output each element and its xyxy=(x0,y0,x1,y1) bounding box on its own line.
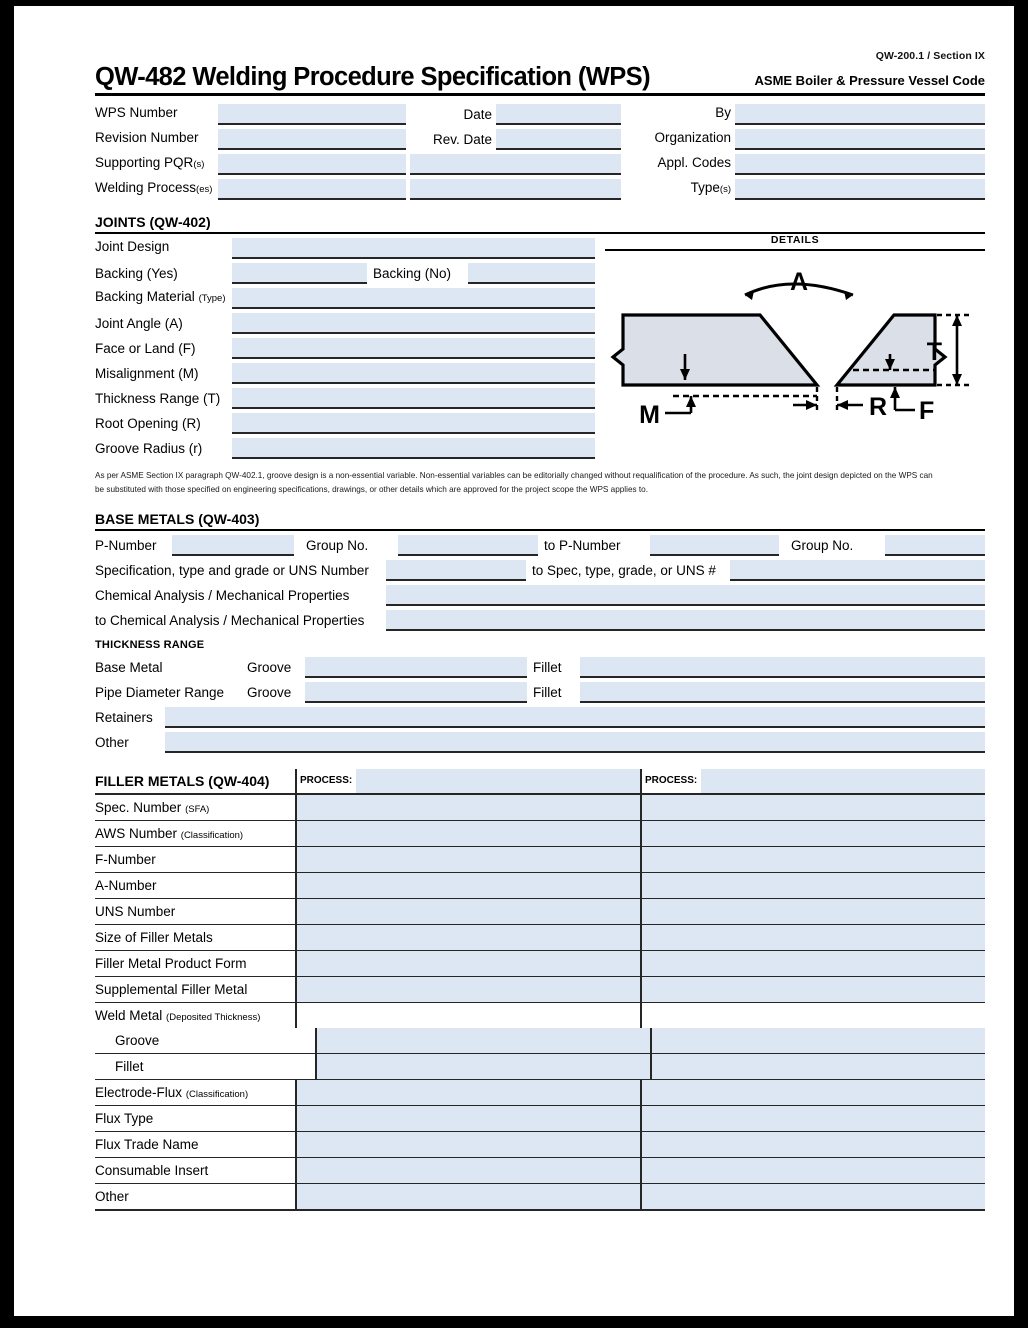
label-base-metal: Base Metal xyxy=(95,660,163,676)
filler-metals-header-row xyxy=(95,769,985,793)
form-row-to-chemical-analysis xyxy=(95,606,985,631)
label-flux-type: Flux Type xyxy=(95,1111,154,1127)
input-electrode-flux-1[interactable] xyxy=(295,1080,640,1105)
label-process-1: PROCESS: xyxy=(297,769,356,793)
input-aws-number-1[interactable] xyxy=(295,821,640,846)
label-electrode-flux: Electrode-Flux (Classification) xyxy=(95,1085,249,1101)
filler-metals-table xyxy=(95,793,985,1211)
input-group-no-2[interactable] xyxy=(885,535,985,556)
label-type: Type(s) xyxy=(690,179,731,195)
input-to-specification[interactable] xyxy=(730,560,985,581)
label-backing-yes: Backing (Yes) xyxy=(95,265,178,281)
input-misalignment[interactable] xyxy=(232,363,595,384)
form-row-base-metal-thickness xyxy=(95,653,985,678)
form-row-root-opening xyxy=(95,409,595,434)
label-diagram-misalignment: M xyxy=(639,400,660,429)
label-diagram-angle: A xyxy=(789,267,809,296)
label-weld-metal-groove: Groove xyxy=(115,1033,160,1049)
joints-fields xyxy=(95,234,595,459)
input-groove-radius[interactable] xyxy=(232,438,595,459)
table-row xyxy=(95,1158,985,1184)
label-rev-date: Rev. Date xyxy=(432,131,492,147)
input-flux-trade-name-1[interactable] xyxy=(295,1132,640,1157)
input-retainers[interactable] xyxy=(165,707,985,728)
input-uns-number-2[interactable] xyxy=(640,899,985,924)
input-date[interactable] xyxy=(496,104,621,125)
input-supporting-pqr-cont[interactable] xyxy=(410,154,621,175)
joints-note-line-2: be substituted with those specified on engineering specifications, drawings, or other details which are approved for the project scope the WPS applies to. xyxy=(95,485,648,495)
joint-details-panel xyxy=(595,234,985,459)
input-revision-number[interactable] xyxy=(218,129,406,150)
header-divider xyxy=(95,93,985,96)
label-groove-radius: Groove Radius (r) xyxy=(95,440,203,456)
input-flux-type-1[interactable] xyxy=(295,1106,640,1131)
input-process-2[interactable] xyxy=(701,769,985,793)
label-root-opening: Root Opening (R) xyxy=(95,415,201,431)
input-spec-number-1[interactable] xyxy=(295,795,640,820)
document-header xyxy=(95,64,985,93)
label-to-p-number: to P-Number xyxy=(544,538,621,554)
label-pipe-fillet: Fillet xyxy=(533,685,562,701)
subheading-thickness-range: THICKNESS RANGE xyxy=(95,639,205,652)
label-a-number: A-Number xyxy=(95,878,157,894)
input-weld-metal-fillet-2[interactable] xyxy=(650,1054,985,1079)
input-welding-process-cont[interactable] xyxy=(410,179,621,200)
input-joint-design[interactable] xyxy=(232,238,595,259)
section-heading-base-metals: BASE METALS (QW-403) xyxy=(95,511,260,528)
label-uns-number: UNS Number xyxy=(95,904,176,920)
input-supporting-pqr[interactable] xyxy=(218,154,406,175)
label-misalignment: Misalignment (M) xyxy=(95,365,199,381)
form-row-backing-material xyxy=(95,284,595,309)
input-consumable-insert-2[interactable] xyxy=(640,1158,985,1183)
input-thickness-range[interactable] xyxy=(232,388,595,409)
label-organization: Organization xyxy=(654,129,731,145)
label-flux-trade-name: Flux Trade Name xyxy=(95,1137,199,1153)
table-row xyxy=(95,1132,985,1158)
label-joint-angle: Joint Angle (A) xyxy=(95,315,183,331)
input-process-1[interactable] xyxy=(356,769,640,793)
base-metals-section xyxy=(95,531,985,753)
document-page xyxy=(14,6,1014,1316)
label-retainers: Retainers xyxy=(95,710,153,726)
label-diagram-thickness: T xyxy=(926,337,942,366)
label-weld-metal: Weld Metal (Deposited Thickness) xyxy=(95,1008,261,1024)
section-heading-filler-metals: FILLER METALS (QW-404) xyxy=(95,773,270,790)
input-other-base-metal[interactable] xyxy=(165,732,985,753)
input-supplemental-filler-metal-1[interactable] xyxy=(295,977,640,1002)
input-weld-metal-groove-1[interactable] xyxy=(315,1028,650,1053)
label-backing-material: Backing Material (Type) xyxy=(95,288,226,304)
form-row-supporting-pqr xyxy=(95,150,985,175)
filler-metals-section xyxy=(95,769,985,1211)
label-revision-number: Revision Number xyxy=(95,129,199,145)
label-welding-process: Welding Process(es) xyxy=(95,179,213,195)
input-electrode-flux-2[interactable] xyxy=(640,1080,985,1105)
form-row-joint-design xyxy=(95,234,595,259)
input-wps-number[interactable] xyxy=(218,104,406,125)
table-row xyxy=(95,1184,985,1209)
t-arrow-up xyxy=(952,315,962,326)
label-p-number: P-Number xyxy=(95,538,157,554)
table-row xyxy=(95,1028,985,1054)
input-root-opening[interactable] xyxy=(232,413,595,434)
input-pipe-fillet[interactable] xyxy=(580,682,985,703)
label-diagram-face: F xyxy=(919,396,935,425)
label-wps-number: WPS Number xyxy=(95,104,178,120)
form-row-backing xyxy=(95,259,595,284)
label-supplemental-filler-metal: Supplemental Filler Metal xyxy=(95,982,248,998)
label-process-2: PROCESS: xyxy=(642,769,701,793)
input-uns-number-1[interactable] xyxy=(295,899,640,924)
input-p-number[interactable] xyxy=(172,535,294,556)
label-face-or-land: Face or Land (F) xyxy=(95,340,196,356)
table-row xyxy=(95,873,985,899)
section-heading-joints: JOINTS (QW-402) xyxy=(95,213,211,230)
process-column-1 xyxy=(295,769,640,793)
input-filler-metal-product-form-1[interactable] xyxy=(295,951,640,976)
input-pipe-groove[interactable] xyxy=(305,682,527,703)
joints-note-line-1: As per ASME Section IX paragraph QW-402.1, groove design is a non-essential variable. Non-essential variables can be editorially changed without requalification of the procedure. As such, the joint design depicted on the WPS can xyxy=(95,470,933,480)
input-a-number-2[interactable] xyxy=(640,873,985,898)
process-column-2 xyxy=(640,769,985,793)
label-f-number: F-Number xyxy=(95,852,156,868)
details-caption: DETAILS xyxy=(770,233,820,246)
form-row-p-number xyxy=(95,531,985,556)
input-weld-metal-groove-2[interactable] xyxy=(650,1028,985,1053)
input-aws-number-2[interactable] xyxy=(640,821,985,846)
input-f-number-2[interactable] xyxy=(640,847,985,872)
label-diagram-root-opening: R xyxy=(869,392,888,421)
input-weld-metal-fillet-1[interactable] xyxy=(315,1054,650,1079)
form-row-chemical-analysis xyxy=(95,581,985,606)
f-arrow-head xyxy=(890,387,900,398)
label-pipe-groove: Groove xyxy=(247,685,292,701)
input-type[interactable] xyxy=(735,179,985,200)
input-backing-material[interactable] xyxy=(232,288,595,309)
table-row xyxy=(95,951,985,977)
m-arrow-head xyxy=(686,396,696,407)
joints-note xyxy=(95,469,985,498)
input-backing-yes[interactable] xyxy=(232,263,367,284)
input-backing-no[interactable] xyxy=(468,263,595,284)
input-f-number-1[interactable] xyxy=(295,847,640,872)
input-base-metal-groove[interactable] xyxy=(305,657,527,678)
joints-section xyxy=(95,234,985,459)
input-weld-metal-2 xyxy=(640,1003,985,1028)
label-specification: Specification, type and grade or UNS Number xyxy=(95,563,369,579)
table-row xyxy=(95,795,985,821)
details-divider xyxy=(605,249,985,251)
input-by[interactable] xyxy=(735,104,985,125)
table-row xyxy=(95,1106,985,1132)
left-plate-shape xyxy=(613,315,817,385)
r-arrow-right xyxy=(837,400,848,410)
label-base-metal-groove: Groove xyxy=(247,660,292,676)
input-supplemental-filler-metal-2[interactable] xyxy=(640,977,985,1002)
table-row xyxy=(95,847,985,873)
form-row-pipe-diameter-range xyxy=(95,678,985,703)
label-filler-metal-product-form: Filler Metal Product Form xyxy=(95,956,247,972)
weld-joint-svg xyxy=(605,265,975,435)
label-group-no: Group No. xyxy=(306,538,369,554)
label-supporting-pqr: Supporting PQR(s) xyxy=(95,154,205,170)
label-to-chemical-analysis: to Chemical Analysis / Mechanical Properties xyxy=(95,613,365,629)
form-row-revision-number xyxy=(95,125,985,150)
table-row xyxy=(95,1003,985,1028)
form-row-specification xyxy=(95,556,985,581)
input-filler-metal-product-form-2[interactable] xyxy=(640,951,985,976)
label-group-no-2: Group No. xyxy=(791,538,854,554)
input-chemical-analysis[interactable] xyxy=(386,585,985,606)
input-specification[interactable] xyxy=(386,560,526,581)
label-thickness-range: Thickness Range (T) xyxy=(95,390,221,406)
form-row-retainers xyxy=(95,703,985,728)
input-flux-type-2[interactable] xyxy=(640,1106,985,1131)
form-sheet xyxy=(95,50,985,1211)
document-subtitle: ASME Boiler & Pressure Vessel Code xyxy=(754,72,985,88)
label-spec-number: Spec. Number (SFA) xyxy=(95,800,210,816)
input-flux-trade-name-2[interactable] xyxy=(640,1132,985,1157)
table-row xyxy=(95,899,985,925)
input-to-p-number[interactable] xyxy=(650,535,779,556)
form-row-other-base-metal xyxy=(95,728,985,753)
form-row-groove-radius xyxy=(95,434,595,459)
input-other-filler-metal-2[interactable] xyxy=(640,1184,985,1209)
input-joint-angle[interactable] xyxy=(232,313,595,334)
form-row-joint-angle xyxy=(95,309,595,334)
form-row-wps-number xyxy=(95,100,985,125)
label-aws-number: AWS Number (Classification) xyxy=(95,826,244,842)
label-base-metal-fillet: Fillet xyxy=(533,660,562,676)
form-row-welding-process xyxy=(95,175,985,200)
page-title: QW-482 Welding Procedure Specification (WPS) xyxy=(95,63,650,91)
input-other-filler-metal-1[interactable] xyxy=(295,1184,640,1209)
label-other-base-metal: Other xyxy=(95,735,129,751)
form-row-thickness-range xyxy=(95,384,595,409)
table-row xyxy=(95,1080,985,1106)
t-arrow-down xyxy=(952,374,962,385)
input-face-or-land[interactable] xyxy=(232,338,595,359)
table-row xyxy=(95,821,985,847)
label-joint-design: Joint Design xyxy=(95,238,170,254)
label-other-filler-metal: Other xyxy=(95,1189,129,1205)
input-spec-number-2[interactable] xyxy=(640,795,985,820)
label-appl-codes: Appl. Codes xyxy=(657,154,731,170)
label-by: By xyxy=(715,104,731,120)
label-weld-metal-fillet: Fillet xyxy=(115,1059,144,1075)
label-date: Date xyxy=(463,106,492,122)
input-organization[interactable] xyxy=(735,129,985,150)
label-chemical-analysis: Chemical Analysis / Mechanical Properties xyxy=(95,588,350,604)
label-backing-no: Backing (No) xyxy=(373,265,452,281)
r-arrow-left xyxy=(806,400,817,410)
document-reference: QW-200.1 / Section IX xyxy=(875,50,985,62)
label-pipe-diameter-range: Pipe Diameter Range xyxy=(95,685,225,701)
table-row xyxy=(95,1054,985,1080)
input-size-of-filler-metals-2[interactable] xyxy=(640,925,985,950)
input-group-no[interactable] xyxy=(398,535,538,556)
input-base-metal-fillet[interactable] xyxy=(580,657,985,678)
input-welding-process[interactable] xyxy=(218,179,406,200)
input-rev-date[interactable] xyxy=(496,129,621,150)
label-consumable-insert: Consumable Insert xyxy=(95,1163,209,1179)
form-row-face-or-land xyxy=(95,334,595,359)
input-a-number-1[interactable] xyxy=(295,873,640,898)
table-row xyxy=(95,977,985,1003)
input-size-of-filler-metals-1[interactable] xyxy=(295,925,640,950)
table-row xyxy=(95,925,985,951)
input-weld-metal-1 xyxy=(295,1003,640,1028)
label-to-specification: to Spec, type, grade, or UNS # xyxy=(532,563,716,579)
input-appl-codes[interactable] xyxy=(735,154,985,175)
input-consumable-insert-1[interactable] xyxy=(295,1158,640,1183)
label-size-of-filler-metals: Size of Filler Metals xyxy=(95,930,213,946)
weld-joint-diagram xyxy=(605,265,985,440)
form-row-misalignment xyxy=(95,359,595,384)
identification-section xyxy=(95,100,985,200)
input-to-chemical-analysis[interactable] xyxy=(386,610,985,631)
